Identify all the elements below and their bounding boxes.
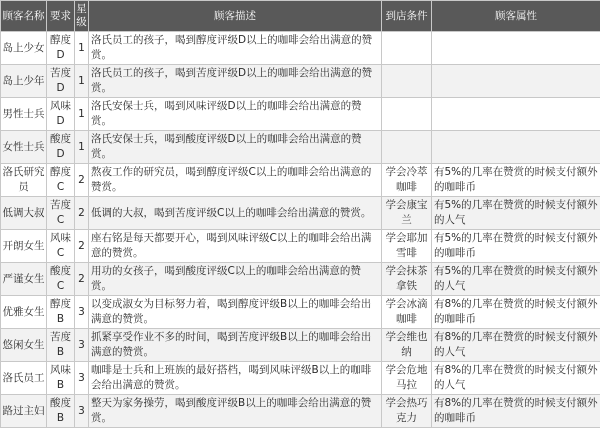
star-cell: 3 [75, 296, 89, 329]
description-cell: 抓紧享受作业不多的时间，喝到苦度评级B以上的咖啡会给出满意的赞赏。 [89, 329, 382, 362]
description-cell: 用功的女孩子，喝到酸度评级C以上的咖啡会给出满意的赞赏。 [89, 263, 382, 296]
requirement-cell: 风味D [47, 98, 75, 131]
description-cell: 熬夜工作的研究员，喝到醇度评级C以上的咖啡会给出满意的赞赏。 [89, 164, 382, 197]
star-cell: 3 [75, 395, 89, 428]
customer-name-cell: 严谨女生 [1, 263, 47, 296]
condition-cell [382, 65, 432, 98]
description-cell: 座右铭是每天都要开心，喝到风味评级C以上的咖啡会给出满意的赞赏。 [89, 230, 382, 263]
customer-name-cell: 低调大叔 [1, 197, 47, 230]
requirement-cell: 醇度D [47, 32, 75, 65]
requirement-cell: 苦度D [47, 65, 75, 98]
attribute-cell [432, 65, 600, 98]
table-row [1, 395, 600, 428]
header-name: 顾客名称 [1, 1, 47, 32]
customer-name-cell: 悠闲女生 [1, 329, 47, 362]
condition-cell: 学会抹茶拿铁 [382, 263, 432, 296]
table-row [1, 362, 600, 395]
star-cell: 1 [75, 32, 89, 65]
header-star: 星级 [75, 1, 89, 32]
table-row [1, 131, 600, 164]
requirement-cell: 风味C [47, 230, 75, 263]
description-cell: 整天为家务操劳，喝到酸度评级B以上的咖啡会给出满意的赞赏。 [89, 395, 382, 428]
header-attribute: 顾客属性 [432, 1, 600, 32]
customer-name-cell: 女性士兵 [1, 131, 47, 164]
attribute-cell [432, 131, 600, 164]
condition-cell: 学会康宝兰 [382, 197, 432, 230]
star-cell: 3 [75, 329, 89, 362]
requirement-cell: 苦度B [47, 329, 75, 362]
customer-name-cell: 岛上少年 [1, 65, 47, 98]
condition-cell: 学会热巧克力 [382, 395, 432, 428]
star-cell: 1 [75, 65, 89, 98]
description-cell: 洛氏员工的孩子，喝到苦度评级D以上的咖啡会给出满意的赞赏。 [89, 65, 382, 98]
requirement-cell: 酸度D [47, 131, 75, 164]
condition-cell: 学会冰滴咖啡 [382, 296, 432, 329]
customer-name-cell: 洛氏员工 [1, 362, 47, 395]
star-cell: 3 [75, 362, 89, 395]
table-row [1, 263, 600, 296]
description-cell: 咖啡是士兵和上班族的最好搭档，喝到风味评级B以上的咖啡会给出满意的赞赏。 [89, 362, 382, 395]
condition-cell [382, 98, 432, 131]
star-cell: 1 [75, 98, 89, 131]
table-row [1, 230, 600, 263]
star-cell: 2 [75, 263, 89, 296]
attribute-cell: 有8%的几率在赞赏的时候支付额外的人气 [432, 362, 600, 395]
header-requirement: 要求 [47, 1, 75, 32]
description-cell: 低调的大叔，喝到苦度评级C以上的咖啡会给出满意的赞赏。 [89, 197, 382, 230]
customer-name-cell: 男性士兵 [1, 98, 47, 131]
requirement-cell: 酸度C [47, 263, 75, 296]
table-row [1, 197, 600, 230]
condition-cell: 学会维也纳 [382, 329, 432, 362]
header-condition: 到店条件 [382, 1, 432, 32]
star-cell: 2 [75, 230, 89, 263]
attribute-cell: 有8%的几率在赞赏的时候支付额外的人气 [432, 329, 600, 362]
star-cell: 2 [75, 164, 89, 197]
table-row [1, 32, 600, 65]
header-description: 顾客描述 [89, 1, 382, 32]
customer-name-cell: 岛上少女 [1, 32, 47, 65]
condition-cell: 学会耶加雪啡 [382, 230, 432, 263]
attribute-cell: 有5%的几率在赞赏的时候支付额外的人气 [432, 263, 600, 296]
table-row [1, 329, 600, 362]
attribute-cell: 有5%的几率在赞赏的时候支付额外的咖啡币 [432, 230, 600, 263]
table-row [1, 296, 600, 329]
requirement-cell: 醇度B [47, 296, 75, 329]
condition-cell [382, 32, 432, 65]
requirement-cell: 风味B [47, 362, 75, 395]
description-cell: 洛氏员工的孩子，喝到醇度评级D以上的咖啡会给出满意的赞赏。 [89, 32, 382, 65]
condition-cell: 学会冷萃咖啡 [382, 164, 432, 197]
requirement-cell: 酸度B [47, 395, 75, 428]
description-cell: 洛氏安保士兵，喝到酸度评级D以上的咖啡会给出满意的赞赏。 [89, 131, 382, 164]
star-cell: 1 [75, 131, 89, 164]
customer-name-cell: 优雅女生 [1, 296, 47, 329]
customer-name-cell: 洛氏研究员 [1, 164, 47, 197]
table-row [1, 164, 600, 197]
condition-cell [382, 131, 432, 164]
attribute-cell: 有5%的几率在赞赏的时候支付额外的咖啡币 [432, 164, 600, 197]
table-row [1, 65, 600, 98]
condition-cell: 学会危地马拉 [382, 362, 432, 395]
requirement-cell: 醇度C [47, 164, 75, 197]
attribute-cell: 有5%的几率在赞赏的时候支付额外的人气 [432, 197, 600, 230]
description-cell: 以变成淑女为目标努力着，喝到醇度评级B以上的咖啡会给出满意的赞赏。 [89, 296, 382, 329]
requirement-cell: 苦度C [47, 197, 75, 230]
star-cell: 2 [75, 197, 89, 230]
customer-name-cell: 开朗女生 [1, 230, 47, 263]
customer-name-cell: 路过主妇 [1, 395, 47, 428]
attribute-cell: 有8%的几率在赞赏的时候支付额外的咖啡币 [432, 296, 600, 329]
attribute-cell [432, 98, 600, 131]
header-row [1, 1, 600, 32]
attribute-cell [432, 32, 600, 65]
attribute-cell: 有8%的几率在赞赏的时候支付额外的咖啡币 [432, 395, 600, 428]
table-row [1, 98, 600, 131]
description-cell: 洛氏安保士兵，喝到风味评级D以上的咖啡会给出满意的赞赏。 [89, 98, 382, 131]
